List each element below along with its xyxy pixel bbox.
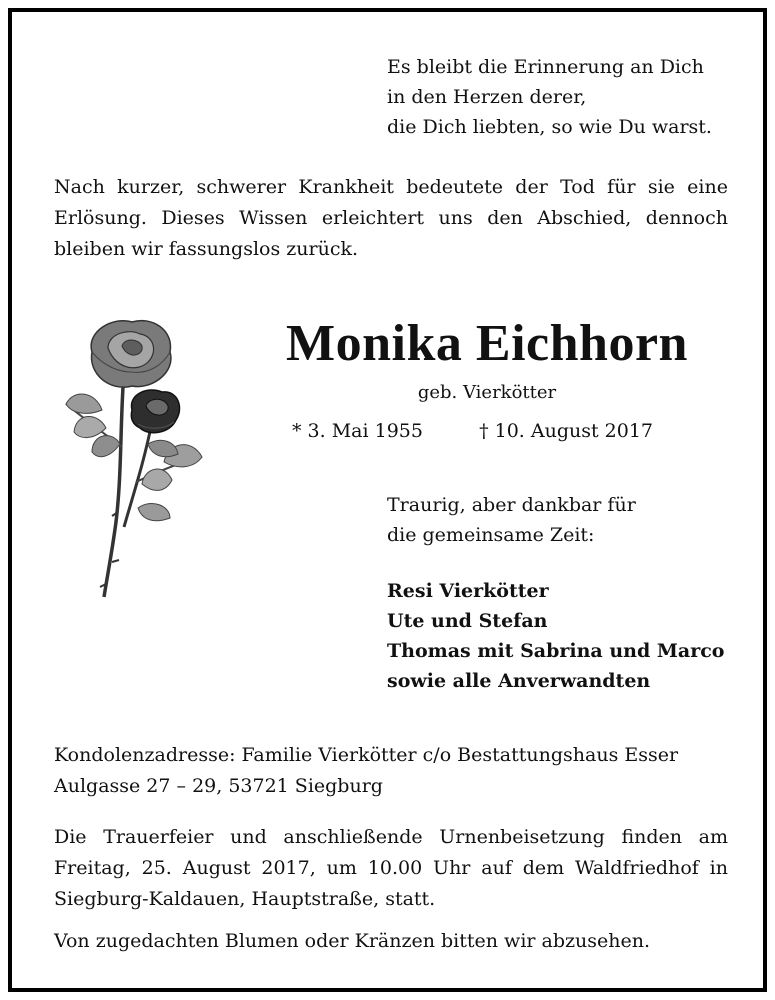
death-date: † 10. August 2017: [479, 420, 653, 442]
ceremony-paragraph: Die Trauerfeier und anschließende Urnenbeisetzung finden am Freitag, 25. August 2017, um 10.00 Uhr auf dem Waldfriedhof in Siegburg-Kaldauen, Hauptstraße, statt.: [54, 826, 728, 910]
rose-icon: [52, 312, 212, 612]
grief-line: Traurig, aber dankbar für: [387, 494, 636, 516]
grief-statement: [387, 490, 636, 550]
intro-paragraph: Nach kurzer, schwerer Krankheit bedeutete der Tod für sie eine Erlösung. Dieses Wissen erleichtert uns den Abschied, dennoch bleiben wir fassungslos zurück.: [54, 176, 728, 260]
birth-date: * 3. Mai 1955: [292, 420, 423, 442]
poem-line: in den Herzen derer,: [387, 86, 587, 108]
family-member: Thomas mit Sabrina und Marco: [387, 640, 725, 662]
family-member: sowie alle Anverwandten: [387, 670, 651, 692]
condolence-address: [54, 740, 678, 802]
address-line: Kondolenzadresse: Familie Vierkötter c/o Bestattungshaus Esser: [54, 744, 679, 766]
deceased-name: Monika Eichhorn: [286, 315, 688, 372]
obituary-notice: [8, 8, 767, 992]
address-line: Aulgasse 27 – 29, 53721 Siegburg: [54, 775, 383, 797]
poem-line: Es bleibt die Erinnerung an Dich: [387, 56, 704, 78]
family-member: Resi Vierkötter: [387, 580, 549, 602]
memorial-poem: [387, 52, 712, 142]
grief-line: die gemeinsame Zeit:: [387, 524, 595, 546]
life-dates: [292, 420, 653, 442]
maiden-name: geb. Vierkötter: [417, 382, 557, 403]
family-signatures: [387, 576, 724, 696]
flower-request: Von zugedachten Blumen oder Kränzen bitten wir abzusehen.: [54, 930, 651, 952]
poem-line: die Dich liebten, so wie Du warst.: [387, 116, 712, 138]
family-member: Ute und Stefan: [387, 610, 548, 632]
